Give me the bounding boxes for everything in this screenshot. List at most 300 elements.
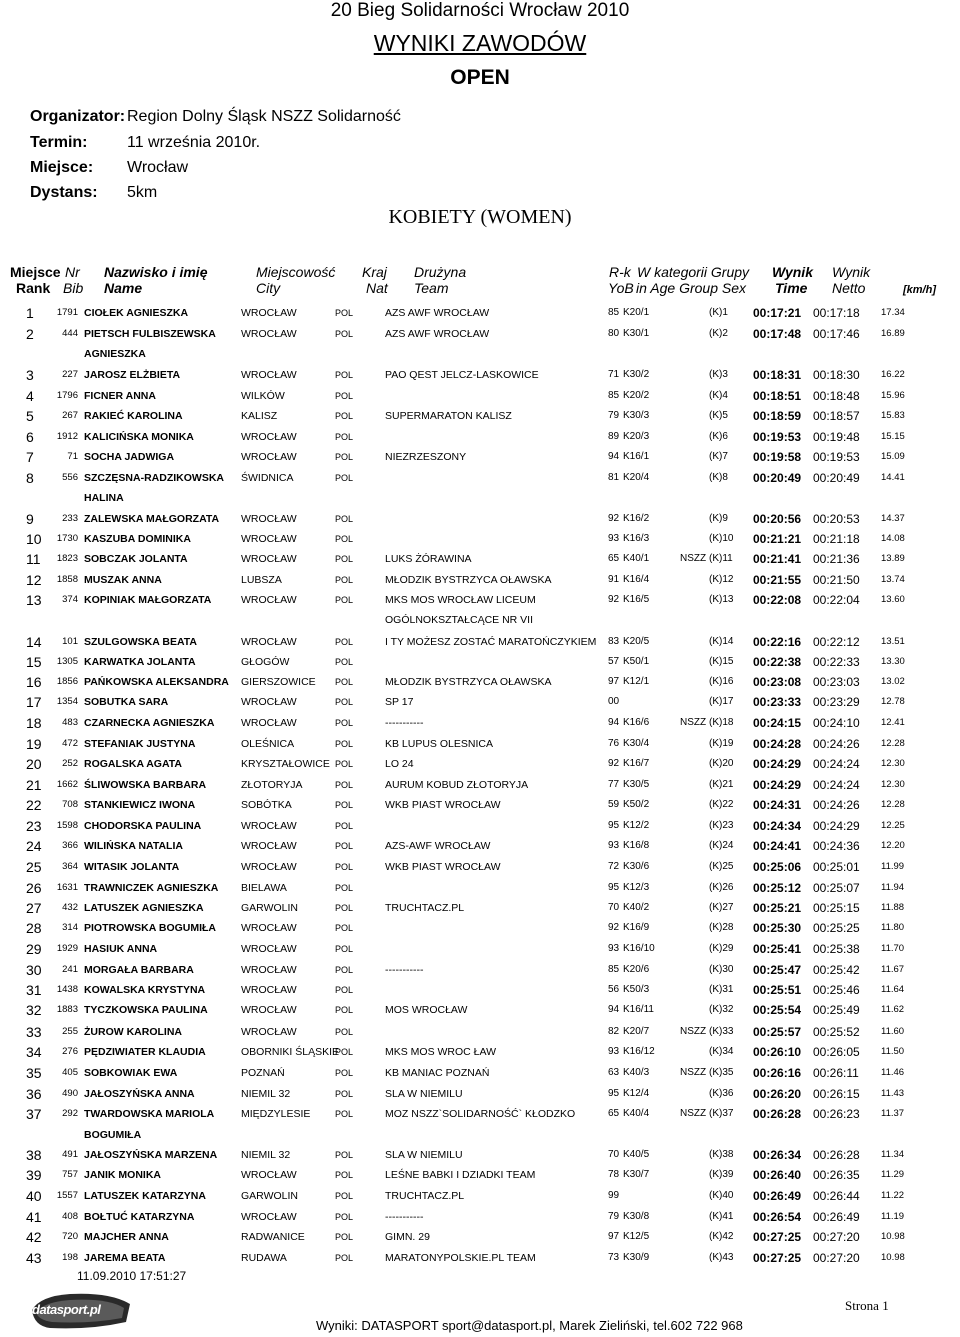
sex-place-cell: (K)35 [709,1067,734,1078]
table-row [0,1042,960,1062]
city-cell: NIEMIL 32 [241,1149,291,1161]
city-cell: WROCŁAW [241,840,297,852]
nat-cell: POL [335,1170,354,1180]
nat-cell: POL [335,554,354,564]
name-cell: SZCZĘSNA-RADZIKOWSKA [84,472,224,484]
sex-place-cell: (K)3 [709,369,728,380]
col-kmh: [km/h] [903,284,936,296]
time-cell: 00:24:41 [753,839,802,853]
net-time-cell: 00:21:18 [813,532,860,546]
nat-cell: POL [335,575,354,585]
age-category-cell: K16/2 [623,513,650,524]
yob-cell: 91 [608,574,620,585]
name-cell: PIOTROWSKA BOGUMIŁA [84,922,217,934]
time-cell: 00:22:38 [753,655,802,669]
sex-place-cell: (K)24 [709,840,734,851]
nat-cell: POL [335,1047,354,1057]
age-category-cell: K16/7 [623,758,650,769]
rank-cell: 36 [26,1086,42,1102]
net-time-cell: 00:25:46 [813,983,860,997]
sex-place-cell: (K)20 [709,758,734,769]
net-time-cell: 00:26:15 [813,1087,860,1101]
results-title: WYNIKI ZAWODÓW [373,30,587,56]
date-value: 11 września 2010r. [127,134,261,151]
sex-place-cell: (K)5 [709,410,728,421]
city-cell: WROCŁAW [241,922,297,934]
city-cell: GARWOLIN [241,902,298,914]
team-cell: MKS MOS WROC ŁAW [385,1046,497,1058]
name-cell: PIETSCH FULBISZEWSKA [84,328,216,340]
age-category-cell: K30/4 [623,738,650,749]
table-row [0,980,960,1000]
name-cell: TYCZKOWSKA PAULINA [84,1004,208,1016]
table-row [0,570,960,590]
yob-cell: 94 [608,451,620,462]
name-cell: MUSZAK ANNA [84,574,162,586]
bib-cell: 233 [62,513,78,524]
date-label: Termin: [30,134,88,151]
yob-cell: 80 [608,328,620,339]
team-cell: AZS AWF WROCŁAW [385,328,490,340]
rank-cell: 3 [26,367,34,383]
team-cell: AURUM KOBUD ZŁOTORYJA [385,779,529,791]
bib-cell: 198 [62,1252,78,1263]
speed-cell: 11.64 [881,984,905,995]
time-cell: 00:25:12 [753,881,802,895]
time-cell: 00:25:06 [753,860,802,874]
speed-cell: 13.30 [881,656,905,667]
bib-cell: 1438 [56,984,78,995]
rank-cell: 40 [26,1188,42,1204]
time-cell: 00:22:16 [753,635,802,649]
net-time-cell: 00:25:01 [813,860,860,874]
net-time-cell: 00:25:49 [813,1003,860,1017]
name-cell: KARWATKA JOLANTA [84,656,196,668]
net-time-cell: 00:18:57 [813,409,860,423]
yob-cell: 92 [608,594,620,605]
name-cell: SOCHA JADWIGA [84,451,175,463]
sex-place-cell: (K)6 [709,431,728,442]
table-row [0,509,960,529]
nat-cell: POL [335,718,354,728]
nat-cell: POL [335,965,354,975]
bib-cell: 101 [62,636,78,647]
nat-cell: POL [335,800,354,810]
speed-cell: 11.99 [881,861,905,872]
speed-cell: 12.28 [881,738,905,749]
name-cell: JAŁOSZYŃSKA MARZENA [84,1149,218,1161]
sex-place-cell: (K)39 [709,1169,734,1180]
time-cell: 00:17:21 [753,306,802,320]
speed-cell: 16.89 [881,328,905,339]
name-continuation: AGNIESZKA [84,348,146,360]
bib-cell: 255 [62,1026,78,1037]
col-team-pl: Drużyna [414,264,467,280]
city-cell: WROCŁAW [241,943,297,955]
col-agecat-en: in Age Group Sex [636,280,746,296]
sex-place-cell: (K)19 [709,738,734,749]
yob-cell: 00 [608,696,620,707]
team-cell: SP 17 [385,696,414,708]
team-cell: PAO QEST JELCZ-LASKOWICE [385,369,539,381]
speed-cell: 11.60 [881,1026,905,1037]
rank-cell: 38 [26,1147,42,1163]
age-category-cell: K20/1 [623,307,650,318]
name-cell: CHODORSKA PAULINA [84,820,202,832]
rank-cell: 18 [26,715,42,731]
age-category-cell: K16/1 [623,451,650,462]
city-cell: WROCŁAW [241,964,297,976]
city-cell: WROCŁAW [241,861,297,873]
name-cell: SZULGOWSKA BEATA [84,636,197,648]
age-category-cell: K20/3 [623,431,650,442]
speed-cell: 14.37 [881,513,905,524]
table-row [0,960,960,980]
col-city-pl: Miejscowość [256,264,336,280]
table-row [0,918,960,938]
name-cell: FICNER ANNA [84,390,156,402]
team-cell: KB LUPUS OLESNICA [385,738,493,750]
yob-cell: 73 [608,1252,620,1263]
time-cell: 00:27:25 [753,1230,802,1244]
net-time-cell: 00:18:48 [813,389,860,403]
place-label: Miejsce: [30,159,94,176]
name-cell: TRAWNICZEK AGNIESZKA [84,882,219,894]
event-title: 20 Bieg Solidarności Wrocław 2010 [330,0,630,21]
nat-cell: POL [335,411,354,421]
yob-cell: 94 [608,717,620,728]
table-row [0,590,960,610]
bib-cell: 1856 [56,676,78,687]
name-cell: ROGALSKA AGATA [84,758,182,770]
net-time-cell: 00:19:53 [813,450,860,464]
bib-cell: 720 [62,1231,78,1242]
sex-place-cell: (K)10 [709,533,734,544]
sex-place-cell: (K)40 [709,1190,734,1201]
rank-cell: 33 [26,1024,42,1040]
age-category-cell: K30/1 [623,328,650,339]
yob-cell: 77 [608,779,620,790]
city-cell: WROCŁAW [241,1211,297,1223]
age-category-cell: K40/2 [623,902,650,913]
speed-cell: 11.34 [881,1149,905,1160]
net-time-cell: 00:22:04 [813,593,860,607]
name-cell: JANIK MONIKA [84,1169,162,1181]
sex-place-cell: (K)25 [709,861,734,872]
bib-cell: 276 [62,1046,78,1057]
table-row [0,529,960,549]
table-row [0,857,960,877]
team-cell: SLA W NIEMILU [385,1088,463,1100]
city-cell: WROCŁAW [241,1169,297,1181]
rank-cell: 35 [26,1065,42,1081]
rank-cell: 24 [26,838,42,854]
age-category-cell: K12/4 [623,1088,650,1099]
city-cell: WROCŁAW [241,553,297,565]
team-continuation: OGÓLNOKSZTAŁCĄCE NR VII [385,614,533,626]
speed-cell: 12.20 [881,840,905,851]
time-cell: 00:24:15 [753,716,802,730]
nat-cell: POL [335,862,354,872]
net-time-cell: 00:18:30 [813,368,860,382]
time-cell: 00:18:51 [753,389,802,403]
city-cell: BIELAWA [241,882,287,894]
sex-place-cell: (K)29 [709,943,734,954]
net-time-cell: 00:26:05 [813,1045,860,1059]
col-bib-pl: Nr [65,264,80,280]
team-cell: I TY MOŻESZ ZOSTAĆ MARATOŃCZYKIEM [385,636,597,648]
table-row [0,939,960,959]
nat-cell: POL [335,677,354,687]
organizer-label: Organizator: [30,108,126,125]
age-category-cell: K40/1 [623,553,650,564]
name-cell: LATUSZEK KATARZYNA [84,1190,206,1202]
bib-cell: 292 [62,1108,78,1119]
nat-cell: POL [335,1191,354,1201]
age-category-cell: K30/7 [623,1169,650,1180]
team-cell: ----------- [385,717,424,729]
speed-cell: 13.89 [881,553,905,564]
rank-cell: 2 [26,326,34,342]
yob-cell: 65 [608,1108,620,1119]
age-category-cell: K16/12 [623,1046,655,1057]
bib-cell: 1557 [56,1190,78,1201]
yob-cell: 79 [608,1211,620,1222]
team-cell: WKB PIAST WROCŁAW [385,861,501,873]
sex-place-cell: (K)28 [709,922,734,933]
net-time-cell: 00:25:15 [813,901,860,915]
nat-cell: POL [335,1150,354,1160]
sex-place-cell: (K)14 [709,636,734,647]
table-row [0,816,960,836]
team-cell: MOZ NSZZ`SOLIDARNOŚĆ` KŁODZKO [385,1108,576,1120]
table-row [0,1104,960,1124]
rank-cell: 8 [26,470,34,486]
city-cell: KALISZ [241,410,278,422]
bib-cell: 267 [62,410,78,421]
speed-cell: 11.70 [881,943,905,954]
speed-cell: 14.08 [881,533,905,544]
time-cell: 00:24:34 [753,819,802,833]
speed-cell: 11.80 [881,922,905,933]
rank-cell: 1 [26,305,34,321]
col-result-pl: Wynik [772,264,813,280]
nat-cell: POL [335,1027,354,1037]
col-name-pl: Nazwisko i imię [104,264,208,280]
nat-cell: POL [335,759,354,769]
sex-place-cell: (K)4 [709,390,728,401]
city-cell: WROCŁAW [241,984,297,996]
nat-cell: POL [335,903,354,913]
rank-cell: 6 [26,429,34,445]
sex-place-cell: (K)34 [709,1046,734,1057]
yob-cell: 57 [608,656,620,667]
table-row [0,1165,960,1185]
city-cell: WROCŁAW [241,513,297,525]
time-cell: 00:17:48 [753,327,802,341]
rank-cell: 28 [26,920,42,936]
city-cell: MIĘDZYLESIE [241,1108,311,1120]
bib-cell: 1662 [56,779,78,790]
rank-cell: 22 [26,797,42,813]
age-category-cell: K40/4 [623,1108,650,1119]
team-cell: MŁODZIK BYSTRZYCA OŁAWSKA [385,574,552,586]
sex-place-cell: (K)13 [709,594,734,605]
yob-cell: 72 [608,861,620,872]
speed-cell: 11.46 [881,1067,905,1078]
team-cell: ----------- [385,1211,424,1223]
sex-place-cell: (K)27 [709,902,734,913]
speed-cell: 11.43 [881,1088,905,1099]
yob-cell: 94 [608,1004,620,1015]
yob-cell: 95 [608,1088,620,1099]
time-cell: 00:19:58 [753,450,802,464]
city-cell: OBORNIKI ŚLĄSKIE [241,1046,340,1058]
city-cell: WROCŁAW [241,717,297,729]
name-cell: PĘDZIWIATER KLAUDIA [84,1046,206,1058]
age-category-cell: K30/2 [623,369,650,380]
table-row [0,549,960,569]
net-time-cell: 00:26:44 [813,1189,860,1203]
table-row [0,795,960,815]
sex-place-cell: (K)30 [709,964,734,975]
nat-cell: POL [335,432,354,442]
organizer-value: Region Dolny Śląsk NSZZ Solidarność [127,108,401,125]
name-cell: PAŃKOWSKA ALEKSANDRA [84,676,229,688]
speed-cell: 12.41 [881,717,905,728]
rank-cell: 4 [26,388,34,404]
name-cell: LATUSZEK AGNIESZKA [84,902,204,914]
yob-cell: 93 [608,1046,620,1057]
name-cell: WILIŃSKA NATALIA [84,840,183,852]
nat-cell: POL [335,697,354,707]
nat-cell: POL [335,637,354,647]
sex-place-cell: (K)9 [709,513,728,524]
yob-cell: 93 [608,840,620,851]
city-cell: KRYSZTAŁOWICE [241,758,330,770]
name-cell: RAKIEĆ KAROLINA [84,410,183,422]
table-row [0,878,960,898]
nat-cell: POL [335,370,354,380]
bib-cell: 252 [62,758,78,769]
col-city-en: City [256,280,281,296]
city-cell: RADWANICE [241,1231,305,1243]
women-section-title: KOBIETY (WOMEN) [388,206,572,228]
speed-cell: 13.60 [881,594,905,605]
yob-cell: 71 [608,369,620,380]
table-row [0,365,960,385]
city-cell: WILKÓW [241,390,285,402]
group-cell: NSZZ [680,1108,707,1119]
city-cell: WROCŁAW [241,533,297,545]
rank-cell: 30 [26,962,42,978]
table-row [0,672,960,692]
net-time-cell: 00:25:25 [813,921,860,935]
net-time-cell: 00:27:20 [813,1230,860,1244]
name-cell: HASIUK ANNA [84,943,158,955]
city-cell: WROCŁAW [241,594,297,606]
time-cell: 00:26:49 [753,1189,802,1203]
age-category-cell: K16/6 [623,717,650,728]
time-cell: 00:26:16 [753,1066,802,1080]
sex-place-cell: (K)8 [709,472,728,483]
rank-cell: 10 [26,531,42,547]
yob-cell: 56 [608,984,620,995]
city-cell: WROCŁAW [241,636,297,648]
col-rank-pl: Miejsce [10,264,61,280]
col-rank-en: Rank [16,280,51,296]
time-cell: 00:27:25 [753,1251,802,1265]
age-category-cell: K20/5 [623,636,650,647]
rank-cell: 29 [26,941,42,957]
net-time-cell: 00:26:23 [813,1107,860,1121]
name-continuation: HALINA [84,492,124,504]
speed-cell: 12.25 [881,820,905,831]
speed-cell: 13.74 [881,574,905,585]
time-cell: 00:24:28 [753,737,802,751]
city-cell: WROCŁAW [241,328,297,340]
speed-cell: 15.83 [881,410,905,421]
net-time-cell: 00:25:07 [813,881,860,895]
nat-cell: POL [335,452,354,462]
sex-place-cell: (K)2 [709,328,728,339]
city-cell: NIEMIL 32 [241,1088,291,1100]
sex-place-cell: (K)36 [709,1088,734,1099]
team-cell: MARATONYPOLSKIE.PL TEAM [385,1252,536,1264]
net-time-cell: 00:27:20 [813,1251,860,1265]
net-time-cell: 00:26:35 [813,1168,860,1182]
nat-cell: POL [335,780,354,790]
sex-place-cell: (K)43 [709,1252,734,1263]
age-category-cell: K50/3 [623,984,650,995]
speed-cell: 11.22 [881,1190,905,1201]
yob-cell: 93 [608,533,620,544]
yob-cell: 85 [608,964,620,975]
age-category-cell: K12/5 [623,1231,650,1242]
col-name-en: Name [104,280,143,296]
table-row [0,1186,960,1206]
team-cell: KB MANIAC POZNAŃ [385,1067,490,1079]
time-cell: 00:26:54 [753,1210,802,1224]
table-row [0,1063,960,1083]
speed-cell: 12.30 [881,779,905,790]
age-category-cell: K16/8 [623,840,650,851]
rank-cell: 23 [26,818,42,834]
age-category-cell: K30/9 [623,1252,650,1263]
speed-cell: 11.67 [881,964,905,975]
rank-cell: 5 [26,408,34,424]
bib-cell: 241 [62,964,78,975]
net-time-cell: 00:21:50 [813,573,860,587]
net-time-cell: 00:24:26 [813,737,860,751]
bib-cell: 71 [67,451,78,462]
print-timestamp: 11.09.2010 17:51:27 [77,1269,187,1283]
col-nat-pl: Kraj [362,264,387,280]
nat-cell: POL [335,1068,354,1078]
col-result-en: Time [775,280,808,296]
name-cell: STEFANIAK JUSTYNA [84,738,196,750]
bib-cell: 314 [62,922,78,933]
rank-cell: 19 [26,736,42,752]
city-cell: POZNAŃ [241,1067,285,1079]
col-yob-pl: R-k [609,264,631,280]
city-cell: WROCŁAW [241,1026,297,1038]
net-time-cell: 00:25:38 [813,942,860,956]
sex-place-cell: (K)22 [709,799,734,810]
sex-place-cell: (K)15 [709,656,734,667]
table-row [0,898,960,918]
team-cell: SLA W NIEMILU [385,1149,463,1161]
